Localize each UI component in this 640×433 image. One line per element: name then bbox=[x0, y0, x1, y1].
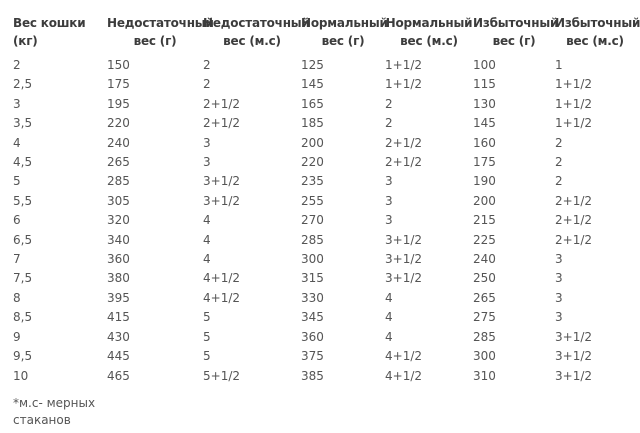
cell-normal-cups: 1+1/2 bbox=[385, 77, 423, 92]
cell-normal-grams: 285 bbox=[301, 232, 324, 247]
cell-over-grams: 115 bbox=[473, 77, 496, 92]
cell-over-cups: 3+1/2 bbox=[555, 368, 593, 383]
cell-under-cups: 5 bbox=[203, 329, 211, 344]
cell-over-grams: 160 bbox=[473, 135, 496, 150]
cell-cat-weight: 7 bbox=[13, 252, 21, 267]
table-row bbox=[13, 367, 635, 386]
table-row bbox=[13, 231, 635, 250]
cell-normal-cups: 4+1/2 bbox=[385, 349, 423, 364]
cell-cat-weight: 8 bbox=[13, 290, 21, 305]
cell-normal-grams: 220 bbox=[301, 155, 324, 170]
cell-cat-weight: 9,5 bbox=[13, 349, 33, 364]
feeding-table bbox=[13, 14, 640, 386]
cell-normal-cups: 4+1/2 bbox=[385, 368, 423, 383]
cell-under-cups: 5 bbox=[203, 310, 211, 325]
cell-over-grams: 175 bbox=[473, 155, 496, 170]
cell-under-cups: 5 bbox=[203, 349, 211, 364]
cell-under-grams: 360 bbox=[107, 252, 130, 267]
cell-cat-weight: 9 bbox=[13, 329, 21, 344]
cell-over-cups: 2 bbox=[555, 174, 563, 189]
cell-normal-grams: 255 bbox=[301, 193, 324, 208]
cell-under-cups: 3 bbox=[203, 155, 211, 170]
table-row bbox=[13, 95, 635, 114]
cell-normal-cups: 3+1/2 bbox=[385, 232, 423, 247]
cell-under-cups: 5+1/2 bbox=[203, 368, 241, 383]
cell-over-cups: 3 bbox=[555, 310, 563, 325]
cell-normal-cups: 2+1/2 bbox=[385, 155, 423, 170]
cell-under-grams: 265 bbox=[107, 155, 130, 170]
cell-over-cups: 2 bbox=[555, 135, 563, 150]
cell-over-grams: 250 bbox=[473, 271, 496, 286]
cell-under-grams: 415 bbox=[107, 310, 130, 325]
cell-cat-weight: 5 bbox=[13, 174, 21, 189]
table-row bbox=[13, 211, 635, 230]
header-over-grams: Избыточный вес (г) bbox=[473, 16, 559, 48]
cell-over-cups: 3 bbox=[555, 252, 563, 267]
header-over-cups: Избыточный вес (м.с) bbox=[555, 16, 640, 48]
cell-normal-grams: 145 bbox=[301, 77, 324, 92]
cell-under-grams: 340 bbox=[107, 232, 130, 247]
cell-normal-grams: 300 bbox=[301, 252, 324, 267]
table-row bbox=[13, 153, 635, 172]
cell-under-cups: 4+1/2 bbox=[203, 290, 241, 305]
cell-under-cups: 4 bbox=[203, 213, 211, 228]
table-row bbox=[13, 172, 635, 191]
table-row bbox=[13, 269, 635, 288]
cell-cat-weight: 6,5 bbox=[13, 232, 33, 247]
cell-over-cups: 1+1/2 bbox=[555, 116, 593, 131]
table-row bbox=[13, 250, 635, 269]
cell-under-grams: 195 bbox=[107, 96, 130, 111]
cell-over-cups: 1+1/2 bbox=[555, 77, 593, 92]
cell-over-cups: 1 bbox=[555, 58, 563, 72]
cell-over-grams: 300 bbox=[473, 349, 496, 364]
cell-over-cups: 3+1/2 bbox=[555, 329, 593, 344]
cell-under-cups: 2+1/2 bbox=[203, 116, 241, 131]
cell-under-grams: 320 bbox=[107, 213, 130, 228]
cell-normal-cups: 3+1/2 bbox=[385, 271, 423, 286]
cell-over-grams: 215 bbox=[473, 213, 496, 228]
table-row bbox=[13, 308, 635, 327]
cell-under-cups: 3+1/2 bbox=[203, 193, 241, 208]
cell-over-grams: 130 bbox=[473, 96, 496, 111]
cell-under-cups: 3+1/2 bbox=[203, 174, 241, 189]
cell-under-grams: 240 bbox=[107, 135, 130, 150]
cell-over-grams: 190 bbox=[473, 174, 496, 189]
cell-under-grams: 465 bbox=[107, 368, 130, 383]
cell-over-cups: 2+1/2 bbox=[555, 213, 593, 228]
cell-normal-cups: 4 bbox=[385, 329, 393, 344]
cell-cat-weight: 7,5 bbox=[13, 271, 33, 286]
cell-cat-weight: 3 bbox=[13, 96, 21, 111]
cell-over-cups: 3 bbox=[555, 271, 563, 286]
cell-cat-weight: 2,5 bbox=[13, 77, 33, 92]
cell-under-grams: 285 bbox=[107, 174, 130, 189]
cell-normal-cups: 2 bbox=[385, 116, 393, 131]
cell-normal-cups: 4 bbox=[385, 290, 393, 305]
header-normal-cups: Нормальный вес (м.с) bbox=[385, 16, 473, 48]
table-body bbox=[13, 56, 635, 386]
cell-over-cups: 3 bbox=[555, 290, 563, 305]
cell-normal-grams: 165 bbox=[301, 96, 324, 111]
cell-normal-grams: 315 bbox=[301, 271, 324, 286]
cell-over-grams: 240 bbox=[473, 252, 496, 267]
cell-normal-grams: 375 bbox=[301, 349, 324, 364]
cell-over-grams: 145 bbox=[473, 116, 496, 131]
cell-over-grams: 275 bbox=[473, 310, 496, 325]
table-row bbox=[13, 56, 635, 75]
header-normal-grams: Нормальный вес (г) bbox=[301, 16, 388, 48]
cell-under-grams: 150 bbox=[107, 58, 130, 72]
cell-under-cups: 2+1/2 bbox=[203, 96, 241, 111]
cell-cat-weight: 4 bbox=[13, 135, 21, 150]
cell-under-cups: 4+1/2 bbox=[203, 271, 241, 286]
table-row bbox=[13, 134, 635, 153]
cell-normal-grams: 360 bbox=[301, 329, 324, 344]
header-under-cups: Недостаточный вес (м.с) bbox=[203, 16, 310, 48]
cell-under-grams: 445 bbox=[107, 349, 130, 364]
cell-normal-grams: 330 bbox=[301, 290, 324, 305]
cell-normal-grams: 200 bbox=[301, 135, 324, 150]
cell-under-grams: 430 bbox=[107, 329, 130, 344]
cell-over-grams: 100 bbox=[473, 58, 496, 72]
cell-normal-grams: 385 bbox=[301, 368, 324, 383]
cell-over-cups: 1+1/2 bbox=[555, 96, 593, 111]
cell-over-cups: 2 bbox=[555, 155, 563, 170]
header-row bbox=[13, 14, 635, 56]
cell-normal-cups: 2 bbox=[385, 96, 393, 111]
cell-under-cups: 4 bbox=[203, 252, 211, 267]
cell-under-cups: 4 bbox=[203, 232, 211, 247]
table-row bbox=[13, 328, 635, 347]
table-header bbox=[13, 14, 640, 56]
cell-normal-grams: 125 bbox=[301, 58, 324, 72]
cell-under-grams: 220 bbox=[107, 116, 130, 131]
cell-over-grams: 200 bbox=[473, 193, 496, 208]
cell-under-cups: 2 bbox=[203, 77, 211, 92]
table-row bbox=[13, 347, 635, 366]
cell-cat-weight: 8,5 bbox=[13, 310, 33, 325]
cell-normal-grams: 345 bbox=[301, 310, 324, 325]
table-row bbox=[13, 75, 635, 94]
cell-under-grams: 175 bbox=[107, 77, 130, 92]
cell-cat-weight: 10 bbox=[13, 368, 29, 383]
cell-cat-weight: 4,5 bbox=[13, 155, 33, 170]
cell-normal-grams: 270 bbox=[301, 213, 324, 228]
cell-under-grams: 380 bbox=[107, 271, 130, 286]
cell-normal-cups: 3 bbox=[385, 213, 393, 228]
table-row bbox=[13, 289, 635, 308]
cell-normal-cups: 3 bbox=[385, 174, 393, 189]
header-cat-weight: Вес кошки (кг) bbox=[13, 16, 86, 48]
cell-under-grams: 395 bbox=[107, 290, 130, 305]
cell-normal-grams: 235 bbox=[301, 174, 324, 189]
cell-under-cups: 2 bbox=[203, 58, 211, 72]
cell-over-grams: 265 bbox=[473, 290, 496, 305]
cell-cat-weight: 5,5 bbox=[13, 193, 33, 208]
header-under-grams: Недостаточный вес (г) bbox=[107, 16, 214, 48]
cell-over-grams: 310 bbox=[473, 368, 496, 383]
cell-over-cups: 2+1/2 bbox=[555, 232, 593, 247]
cell-under-grams: 305 bbox=[107, 193, 130, 208]
cell-under-cups: 3 bbox=[203, 135, 211, 150]
cell-cat-weight: 6 bbox=[13, 213, 21, 228]
cell-normal-cups: 1+1/2 bbox=[385, 58, 423, 72]
cell-over-cups: 3+1/2 bbox=[555, 349, 593, 364]
cell-normal-cups: 2+1/2 bbox=[385, 135, 423, 150]
cell-over-grams: 225 bbox=[473, 232, 496, 247]
footnote: *м.с- мерных стаканов bbox=[13, 396, 96, 427]
cell-normal-grams: 185 bbox=[301, 116, 324, 131]
cell-normal-cups: 3+1/2 bbox=[385, 252, 423, 267]
table-row bbox=[13, 192, 635, 211]
table-row bbox=[13, 114, 635, 133]
cell-cat-weight: 3,5 bbox=[13, 116, 33, 131]
cell-normal-cups: 4 bbox=[385, 310, 393, 325]
cell-over-grams: 285 bbox=[473, 329, 496, 344]
cell-over-cups: 2+1/2 bbox=[555, 193, 593, 208]
cell-normal-cups: 3 bbox=[385, 193, 393, 208]
cell-cat-weight: 2 bbox=[13, 58, 21, 72]
